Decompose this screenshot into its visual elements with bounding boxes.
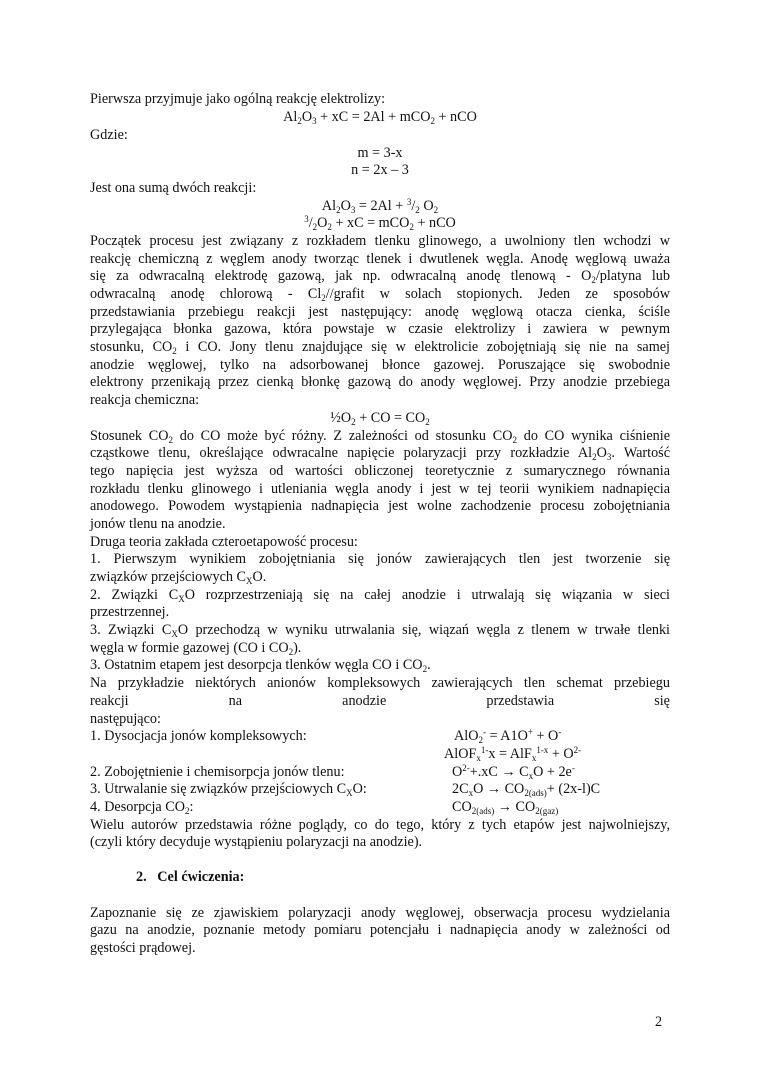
step-3-line: 3. Związki $C_XO$ przechodzą w wyniku utrwalania się, wiązań węgla z tlenem w trwałe tlenki [90, 622, 670, 639]
stage-1-equation: AlO$_2$- = A1O+ + O- [454, 727, 562, 745]
reaction-1: $Al_2O_3 = 2Al + ^3/_2$ $O_2$ [321, 197, 439, 215]
paragraph-1-line: reakcja chemiczna: [90, 392, 200, 408]
authors-line: (czyli który decyduje wystąpieniu polaryzacji na anodzie). [90, 834, 423, 850]
goal-line: gazu na anodzie, poznanie metody pomiaru potencjału i nadnapięcia anody w zależności od [90, 922, 670, 938]
paragraph-2-line: tego napięcia jest wyższa od wartości obliczonej teoretycznie z sumarycznego równania [90, 463, 670, 479]
stage-2-equation: $O^{2-}+.xC \to C_xO + 2e^-$ [452, 763, 575, 781]
step-1-line: związków przejściowych $C_XO$. [90, 569, 267, 586]
m-equation: m = 3-x [357, 145, 403, 161]
step-3-line: węgla w formie gazowej (CO i $CO_2$). [90, 640, 302, 657]
paragraph-1-line: elektrony przenikają przez cienką błonkę gazową do anody węglowej. Przy anodzie przebiega [90, 374, 670, 390]
paragraph-2-line: jonów tlenu na anodzie. [90, 516, 226, 532]
general-equation: $Al_2O_3$ + xC = 2Al + mCO$_2$ + nCO [283, 109, 477, 126]
stage-2-label: 2. Zobojętnienie i chemisorpcja jonów tlenu: [90, 764, 345, 780]
paragraph-1-line: reakcję chemiczną z węglem anody tworząc tlenek i dwutlenek węgla. Anodę węglową uważa [90, 251, 670, 267]
paragraph-1-line: odwracalną anodę chlorową - $Cl_2/$/grafit w solach stopionych. Jeden ze sposobów [90, 286, 670, 303]
paragraph-2-line: Stosunek $CO_2$ do CO może być różny. Z zależności od stosunku $CO_2$ do CO wynika ciśnienie [90, 428, 671, 445]
stage-3-equation: $2C_xO \to CO_{2(ads)}+ (2x-l)C$ [452, 781, 601, 798]
page-number: 2 [655, 1014, 663, 1030]
intro-text: Pierwsza przyjmuje jako ogólną reakcję elektrolizy: [90, 91, 386, 107]
paragraph-1-line: stosunku, $CO_2$ i CO. Jony tlenu znajdujące się w elektrolicie zobojętniają się nie na samej [90, 339, 670, 356]
paragraph-2-line: anodowego. Powodem wystąpienia nadnapięcia jest wolne zachodzenie procesu zobojętniania [90, 498, 670, 514]
stage-4-label: 4. Desorpcja $CO_2$: [90, 799, 194, 816]
paragraph-2-line: cząstkowe tlenu, określające odwracalne napięcie polaryzacji przy rozkładzie $Al_2O_3$. Wartość [90, 445, 671, 462]
stage-4-equation: $CO_{2(ads)} \to CO_{2(gaz)}$ [452, 799, 559, 816]
paragraph-1-line: przedstawiania przebiegu reakcji jest następujący: anodę węglową otacza cienka, ściśle [90, 304, 670, 320]
step-4-line: 3. Ostatnim etapem jest desorpcja tlenków węgla CO i $CO_2$. [90, 657, 431, 674]
gdzie-label: Gdzie: [90, 127, 128, 143]
stage-1-equation: AlOF$_x^{1-}$x = $AlF_x^{1-x} + O^{2-}$ [444, 745, 582, 763]
paragraph-2-line: rozkładu tlenku glinowego i utleniania węgla anody i jest w tej teorii wynikiem nadnapięcia [90, 481, 670, 497]
paragraph-1-line: anodzie węglowej, tylko na adsorbowanej błonce gazowej. Poruszające się swobodnie [90, 357, 670, 373]
goal-line: Zapoznanie się ze zjawiskiem polaryzacji anody węglowej, obserwacja procesu wydzielania [90, 905, 670, 921]
step-1-line: 1. Pierwszym wynikiem zobojętniania się jonów zawierających tlen jest tworzenie się [90, 551, 670, 567]
step-2-line: przestrzennej. [90, 604, 170, 620]
section-heading: 2. Cel ćwiczenia: [136, 869, 245, 885]
authors-line: Wielu autorów przedstawia różne poglądy, co do tego, który z tych etapów jest najwolniejszy, [90, 817, 670, 833]
reaction-2: $^3/_2O_2$ + xC = mCO$_2$ + nCO [304, 214, 456, 232]
scheme-intro-line: Na przykładzie niektórych anionów kompleksowych zawierających tlen schemat przebiegu [90, 675, 670, 691]
scheme-intro-line: reakcji na anodzie przedstawia się [90, 693, 670, 709]
paragraph-1-line: Początek procesu jest związany z rozkładem tlenku glinowego, a uwolniony tlen wchodzi w [90, 233, 670, 249]
stage-3-label: 3. Utrwalanie się związków przejściowych $C_XO$: [90, 781, 367, 798]
theory-heading: Druga teoria zakłada czteroetapowość procesu: [90, 534, 358, 550]
scheme-intro-line: następująco: [90, 711, 161, 727]
n-equation: n = 2x – 3 [351, 162, 409, 178]
goal-line: gęstości prądowej. [90, 940, 196, 956]
sum-text: Jest ona sumą dwóch reakcji: [90, 180, 257, 196]
step-2-line: 2. Związki $C_XO$ rozprzestrzeniają się na całej anodzie i utrwalają się wiązania w sieci [90, 587, 670, 604]
paragraph-1-line: się za odwracalną elektrodę gazową, jak np. odwracalną anodę tlenową - $O_2$/platyna lub [90, 268, 670, 285]
stage-1-label: 1. Dysocjacja jonów kompleksowych: [90, 728, 307, 744]
half-equation: $\frac{1}{2}O_2$ + CO = $CO_2$ [330, 410, 430, 427]
paragraph-1-line: przylegająca błonka gazowa, która powstaje w czasie elektrolizy i zawiera w pewnym [90, 321, 670, 337]
